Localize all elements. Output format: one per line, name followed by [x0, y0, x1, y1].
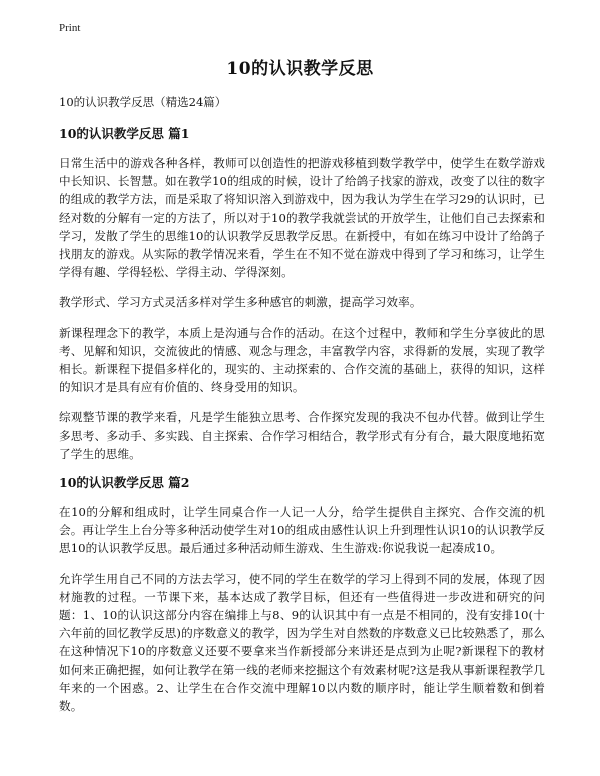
paragraph: 在10的分解和组成时，让学生同桌合作一人记一人分，给学生提供自主探究、合作交流的机会。再让学生上台分等多种活动使学生对10的组成由感性认识上升到理性认识10的认识教学反思10的认识教学反思。最后通过多种活动师生游戏、生生游戏:你说我说一起凑成10。: [59, 505, 545, 556]
page-title: 10的认识教学反思: [226, 59, 374, 79]
paragraph: 新课程理念下的教学，本质上是沟通与合作的活动。在这个过程中，教师和学生分享彼此的思考、见解和知识，交流彼此的情感、观念与理念，丰富教学内容，求得新的发展，实现了教学相长。新课程下提倡多样化的，现实的、主动探索的、合作交流的基础上，获得的知识，这样的知识才是具有应有价值的、终身受用的知识。: [59, 325, 545, 395]
section-heading: 10的认识教学反思 篇1: [59, 126, 190, 141]
paragraph: 综观整节课的教学来看，凡是学生能独立思考、合作探究发现的我决不包办代替。做到让学生多思考、多动手、多实践、自主探索、合作学习相结合，教学形式有分有合，最大限度地拓宽了学生的思维。: [59, 410, 545, 461]
paragraph: 教学形式、学习方式灵活多样对学生多种感官的刺激，提高学习效率。: [59, 295, 422, 310]
section-1: [59, 126, 545, 463]
section-2: [59, 475, 545, 715]
section-heading: 10的认识教学反思 篇2: [59, 475, 190, 491]
paragraph: 允许学生用自己不同的方法去学习，使不同的学生在数学的学习上得到不同的发展，体现了因材施教的过程。一节课下来，基本达成了教学目标，但还有一些值得进一步改进和研究的问题：1、10的认识这部分内容在编排上与8、9的认识其中有一点是不相同的，没有安排10(十六年前的回忆教学反思)的序数意义的教学，因为学生对自然数的序数意义已比较熟悉了，那么在这种情况下10的序数意义还要不要拿来当作新授部分来讲还是点到为止呢?新课程下的教材如何来正确把握，如何让教学在第一线的老师来挖掘这个有效素材呢?这是我从事新课程教学几年来的一个困惑。2、让学生在合作交流中理解10以内数的顺序时，能让学生顺着数和倒着数。: [59, 571, 545, 714]
document-subtitle: 10的认识教学反思（精选24篇）: [59, 95, 227, 109]
print-link[interactable]: Print: [59, 22, 81, 34]
paragraph: 日常生活中的游戏各种各样，教师可以创造性的把游戏移植到数学教学中，使学生在数学游戏中长知识、长智慧。如在教学10的组成的时候，设计了给鸽子找家的游戏，改变了以往的数字的组成的教学方法，而是采取了将知识溶入到游戏中，因为我认为学生在学习29的认识时，已经对数的分解有一定的方法了，所以对于10的教学我就尝试的开放学生，让他们自己去探索和学习，发散了学生的思维10的认识教学反思教学反思。在新授中，有如在练习中设计了给鸽子找朋友的游戏。从实际的教学情况来看，学生在不知不觉在游戏中得到了学习和练习，让学生学得有趣、学得轻松、学得主动、学得深刻。: [59, 156, 545, 280]
document-body: [59, 95, 545, 727]
